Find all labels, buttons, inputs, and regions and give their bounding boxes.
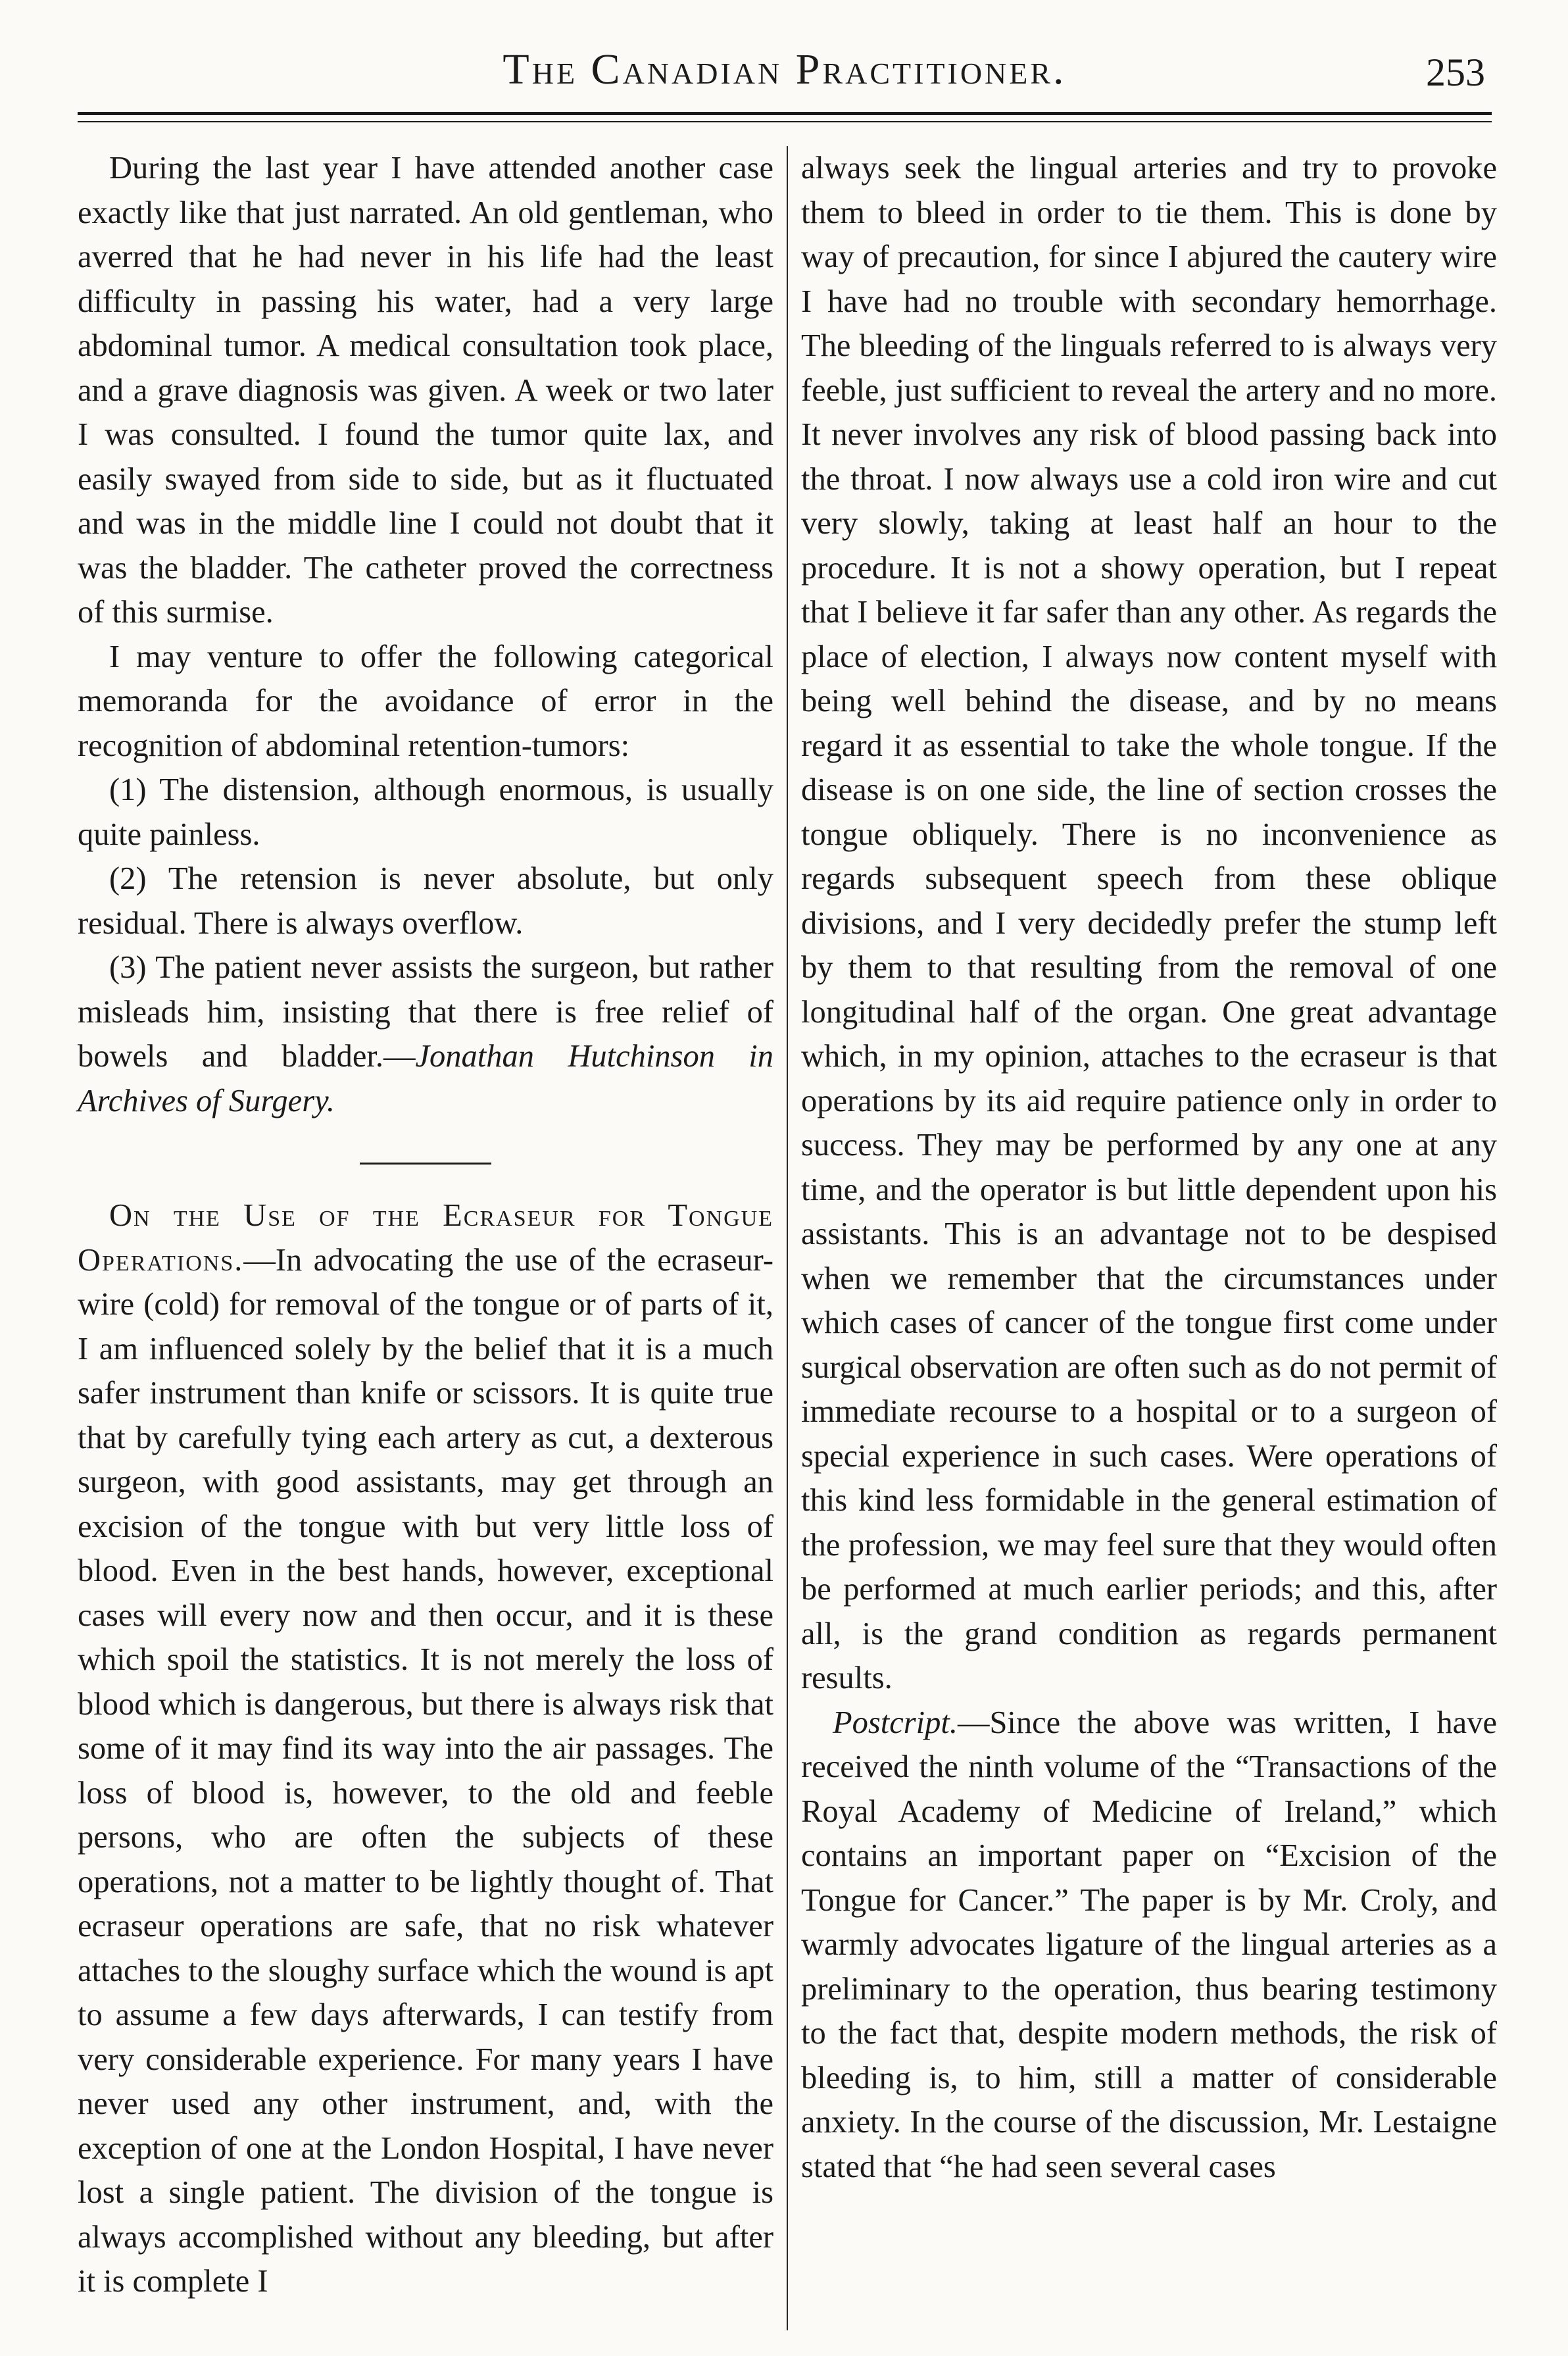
header-rule-thick	[78, 112, 1492, 115]
section-divider	[360, 1163, 491, 1165]
running-title: The Canadian Practitioner.	[502, 45, 1067, 93]
memoranda-item-2: (2) The retension is never absolute, but only residual. There is always overflow.	[78, 861, 773, 941]
column-divider	[787, 146, 788, 2330]
header-rule-thin	[78, 121, 1492, 122]
postscript-text: —Since the above was written, I have received the ninth volume of the “Transactions of the Royal Academy of Medicine of Ireland,” which contains an important paper on “Excision of the Tongue for Cancer.” The paper is by Mr. Croly, and warmly advocates ligature of the lingual arteries as a preliminary to the operation, thus bearing testimony to the fact that, despite modern methods, the risk of bleeding is, to him, still a matter of considerable anxiety. In the course of the discussion, Mr. Lestaigne stated that “he had seen several cases	[801, 1705, 1497, 2184]
memoranda-item-3	[78, 945, 773, 1123]
memoranda-item-3-text: (3) The patient never assists the surgeon, but rather misleads him, insisting that there is free relief of bowels and bladder.—	[78, 950, 773, 1074]
paragraph-case-narrative: During the last year I have attended another case exactly like that just narrated. An old gentleman, who averred that he had never in his life had the least difficulty in passing his water, had a very large abdominal tumor. A medical consultation took place, and a grave diagnosis was given. A week or two later I was consulted. I found the tumor quite lax, and easily swayed from side to side, but as it fluctuated and was in the middle line I could not doubt that it was the bladder. The catheter proved the correctness of this surmise.	[78, 151, 773, 630]
citation: Jonathan Hutchinson in Archives of Surgery.	[78, 1039, 774, 1118]
left-column	[78, 146, 773, 2304]
paragraph-memoranda-intro: I may venture to offer the following categorical memoranda for the avoidance of error in the recognition of abdominal retention-tumors:	[78, 639, 773, 763]
postscript-paragraph	[801, 1701, 1497, 2190]
right-column	[801, 146, 1497, 2189]
article-heading: On the Use of the Ecraseur for Tongue Operations.	[78, 1198, 773, 1278]
article-paragraph	[78, 1193, 773, 2304]
article-text: —In advocating the use of the ecraseur-wire (cold) for removal of the tongue or of parts of it, I am influenced solely by the belief that it is a much safer instrument than knife or scissors. It is quite true that by carefully tying each artery as cut, a dexterous surgeon, with good assistants, may get through an excision of the tongue with but very little loss of blood. Even in the best hands, however, exceptional cases will every now and then occur, and it is these which spoil the statistics. It is not merely the loss of blood which is dangerous, but there is always risk that some of it may find its way into the air passages. The loss of blood is, however, to the old and feeble persons, who are often the subjects of these operations, not a matter to be lightly thought of. That ecraseur operations are safe, that no risk whatever attaches to the sloughy surface which the wound is apt to assume a few days afterwards, I can testify from very considerable experience. For many years I have never used any other instrument, and, with the exception of one at the London Hospital, I have never lost a single patient. The division of the tongue is always accomplished without any bleeding, but after it is complete I	[78, 1242, 773, 2299]
memoranda-item-1: (1) The distension, although enormous, is usually quite painless.	[78, 772, 773, 852]
page-number: 253	[1426, 51, 1485, 94]
postscript-label: Postcript.	[833, 1705, 958, 1740]
running-head	[78, 45, 1492, 104]
paragraph-continuation: always seek the lingual arteries and try to provoke them to bleed in order to tie them. This is done by way of precaution, for since I abjured the cautery wire I have had no trouble with secondary hemorrhage. The bleeding of the linguals referred to is always very feeble, just sufficient to reveal the artery and no more. It never involves any risk of blood passing back into the throat. I now always use a cold iron wire and cut very slowly, taking at least half an hour to the procedure. It is not a showy operation, but I repeat that I believe it far safer than any other. As regards the place of election, I always now content myself with being well behind the disease, and by no means regard it as essential to take the whole tongue. If the disease is on one side, the line of section crosses the tongue obliquely. There is no inconvenience as regards subsequent speech from these oblique divisions, and I very decidedly prefer the stump left by them to that resulting from the removal of one longitudinal half of the organ. One great advantage which, in my opinion, attaches to the ecraseur is that operations by its aid require patience only in order to success. They may be performed by any one at any time, and the operator is but little dependent upon his assistants. This is an advantage not to be despised when we remember that the circumstances under which cases of cancer of the tongue first come under surgical observation are often such as do not permit of immediate recourse to a hospital or to a surgeon of special experience in such cases. Were operations of this kind less formidable in the general estimation of the profession, we may feel sure that they would often be performed at much earlier periods; and this, after all, is the grand condition as regards permanent results.	[801, 151, 1497, 1695]
